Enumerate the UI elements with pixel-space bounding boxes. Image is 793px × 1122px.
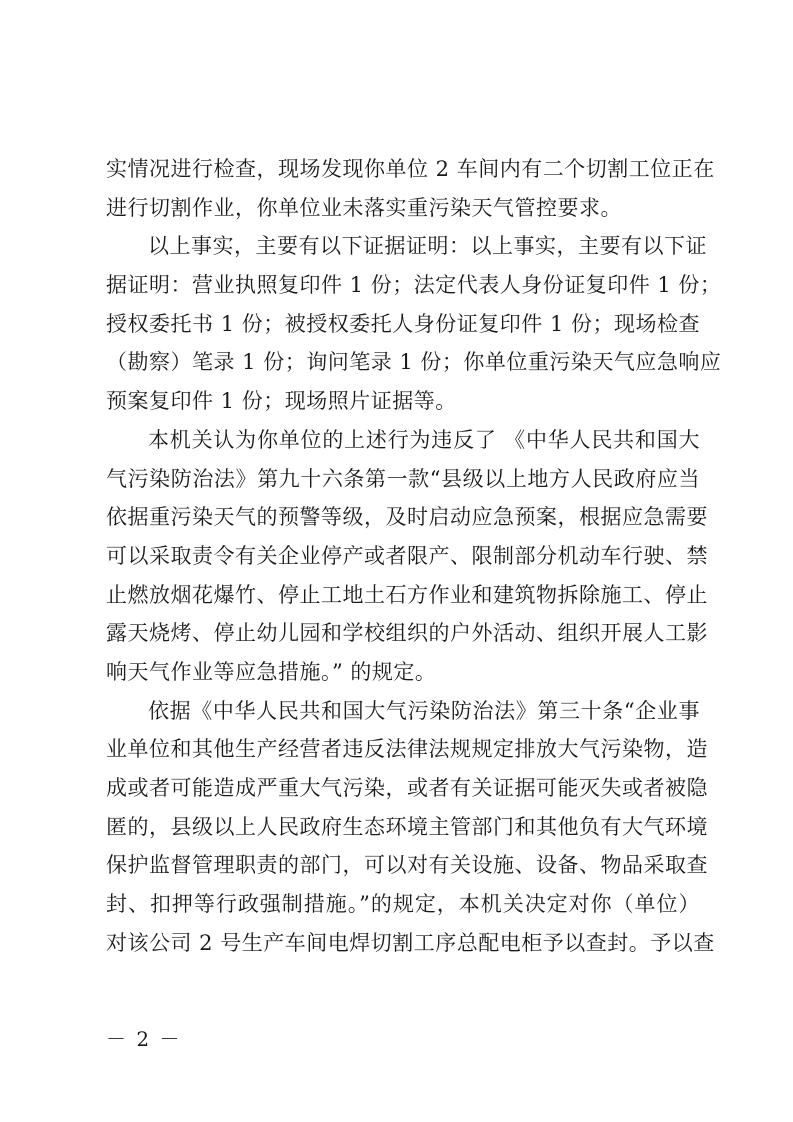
text-line-15: 依据《中华人民共和国大气污染防治法》第三十条“企业事 xyxy=(148,698,700,723)
text-line-12: 止燃放烟花爆竹、停止工地土石方作业和建筑物拆除施工、停止 xyxy=(106,582,708,607)
text-line-6: （勘察）笔录 1 份；询问笔录 1 份；你单位重污染天气应急响应 xyxy=(106,350,722,375)
text-line-17: 成或者可能造成严重大气污染，或者有关证据可能灭失或者被隐 xyxy=(106,776,708,800)
text-line-11: 可以采取责令有关企业停产或者限产、限制部分机动车行驶、禁 xyxy=(106,543,708,568)
text-line-4: 据证明：营业执照复印件 1 份；法定代表人身份证复印件 1 份； xyxy=(106,273,722,298)
text-line-1: 实情况进行检查，现场发现你单位 2 车间内有二个切割工位正在 xyxy=(106,157,715,181)
text-line-16: 业单位和其他生产经营者违反法律法规规定排放大气污染物，造 xyxy=(106,737,708,762)
text-line-13: 露天烧烤、停止幼儿园和学校组织的户外活动、组织开展人工影 xyxy=(106,621,708,646)
text-line-14: 响天气作业等应急措施。” 的规定。 xyxy=(106,659,437,684)
text-line-7: 预案复印件 1 份；现场照片证据等。 xyxy=(106,389,457,414)
text-line-5: 授权委托书 1 份；被授权委托人身份证复印件 1 份；现场检查 xyxy=(106,311,700,336)
text-line-21: 对该公司 2 号生产车间电焊切割工序总配电柜予以查封。予以查 xyxy=(106,930,715,955)
text-line-2: 进行切割作业，你单位业未落实重污染天气管控要求。 xyxy=(106,195,622,220)
text-line-19: 保护监督管理职责的部门，可以对有关设施、设备、物品采取查 xyxy=(106,853,708,878)
text-line-20: 封、扣押等行政强制措施。”的规定，本机关决定对你（单位） xyxy=(106,892,700,917)
text-line-3: 以上事实，主要有以下证据证明：以上事实，主要有以下证 xyxy=(148,234,707,259)
text-line-9: 气污染防治法》第九十六条第一款“县级以上地方人民政府应当 xyxy=(106,466,700,491)
text-line-18: 匿的，县级以上人民政府生态环境主管部门和其他负有大气环境 xyxy=(106,814,708,839)
document-body xyxy=(106,150,722,962)
page-number: － 2 － xyxy=(106,1027,182,1051)
text-line-10: 依据重污染天气的预警等级，及时启动应急预案，根据应急需要 xyxy=(106,505,708,530)
text-line-8: 本机关认为你单位的上述行为违反了 《中华人民共和国大 xyxy=(148,427,700,452)
